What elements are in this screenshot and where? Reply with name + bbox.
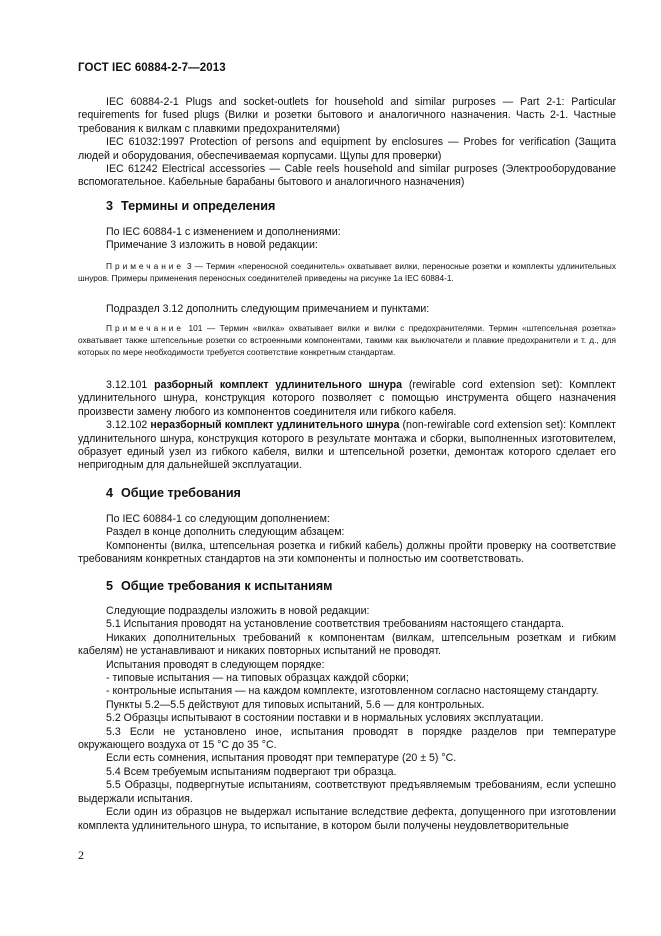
section-heading <box>106 579 333 593</box>
section-number: 3 <box>106 199 114 213</box>
paragraph: Раздел в конце дополнить следующим абзацем: <box>106 526 345 539</box>
section-title: Общие требования к испытаниям <box>121 579 333 593</box>
paragraph: 5.1 Испытания проводят на установление соответствия требованиям настоящего стандарта. <box>106 618 565 631</box>
paragraph: 5.4 Всем требуемым испытаниям подвергают три образца. <box>106 765 397 778</box>
section-heading <box>106 199 275 213</box>
section-3-intro <box>78 226 616 253</box>
references-block <box>78 96 616 190</box>
paragraph: 5.3 Если не установлено иное, испытания проводят в порядке разделов при температуре окружающего воздуха от 15 °С до 35 °С. <box>78 725 616 752</box>
section-4-body <box>78 513 616 567</box>
paragraph: 5.5 Образцы, подвергнутые испытаниям, соответствуют предъявляемым требованиям, если успешно выдержали испытания. <box>78 779 616 805</box>
paragraph: Испытания проводят в следующем порядке: <box>106 658 325 671</box>
note-text: 3 — Термин «переносной соединитель» охватывает вилки, переносные розетки и комплекты удлинительных шнуров. Примеры применения переносных соединителей приведены на рисунке 1а IEC 60884-1. <box>78 261 616 283</box>
section-title: Общие требования <box>121 486 241 500</box>
paragraph: Подраздел 3.12 дополнить следующим примечанием и пунктами: <box>106 303 430 315</box>
definition-number: 3.12.101 <box>106 379 155 391</box>
section-number: 4 <box>106 486 114 500</box>
paragraph: Пункты 5.2—5.5 действуют для типовых испытаний, 5.6 — для контрольных. <box>106 698 485 711</box>
definition-3-12-102 <box>78 419 616 473</box>
definitions-block <box>78 379 616 473</box>
paragraph: Следующие подразделы изложить в новой редакции: <box>106 605 370 617</box>
paragraph: По IEC 60884-1 со следующим дополнением: <box>106 513 330 525</box>
page-number: 2 <box>78 848 84 862</box>
definition-text: (rewirable cord extension set): Комплект удлинительного шнура, конструкция которого позволяет с помощью инструмента общего назначения произвести замену любого из компонентов соединителя или гибкого кабеля. <box>78 379 616 418</box>
note-text: 101 — Термин «вилка» охватывает вилки и вилки с предохранителями. Термин «штепсельная розетка» охватывает также штепсельные розетки со встроенными компонентами, такими как выключатели и плавкие предохранители и т. д., для которых по мере необходимости требуется соответствие конкретным стандартам. <box>78 323 616 357</box>
definition-text: (non-rewirable cord extension set): Комплект удлинительного шнура, конструкция которого в результате монтажа и сборки, выполненных изготовителем, образует единый узел из гибкого кабеля, вилки и штепсельной розетки, демонтаж которого сделает его непригодным для дальнейшей эксплуатации. <box>78 419 617 472</box>
paragraph: Если один из образцов не выдержал испытание вследствие дефекта, допущенного при изготовлении комплекта удлинительного шнура, то испытание, в котором были получены неудовлетворительные <box>78 806 616 832</box>
note-3 <box>78 260 616 284</box>
list-item: - типовые испытания — на типовых образцах каждой сборки; <box>106 672 409 685</box>
definition-term: разборный комплект удлинительного шнура <box>154 379 402 391</box>
list-item: - контрольные испытания — на каждом комплекте, изготовленном согласно настоящему стандарту. <box>106 685 599 698</box>
section-number: 5 <box>106 579 114 593</box>
note-label: Примечание <box>106 261 185 271</box>
reference-item: IEC 61032:1997 Protection of persons and equipment by enclosures — Probes for verification (Защита людей и оборудования, обеспечиваемая корпусами. Щупы для проверки) <box>78 136 616 162</box>
section-title: Термины и определения <box>121 199 276 213</box>
definition-term: неразборный комплект удлинительного шнура <box>150 419 400 432</box>
document-header: ГОСТ IEC 60884-2-7—2013 <box>78 62 226 74</box>
note-label: Примечание <box>106 323 185 333</box>
section-heading <box>106 486 241 500</box>
paragraph: Компоненты (вилка, штепсельная розетка и гибкий кабель) должны пройти проверку на соответствие требованиям конкретных стандартов на эти компоненты и полностью им соответствовать. <box>78 539 616 566</box>
note-101 <box>78 322 616 358</box>
section-5-body <box>78 605 616 833</box>
definition-number: 3.12.102 <box>106 419 151 432</box>
paragraph: Примечание 3 изложить в новой редакции: <box>106 239 318 252</box>
section-3-para <box>78 303 616 316</box>
paragraph: По IEC 60884-1 с изменением и дополнениями: <box>106 226 341 238</box>
reference-item: IEC 60884-2-1 Plugs and socket-outlets for household and similar purposes — Part 2-1: Particular requirements for fused plugs (Вилки и розетки бытового и аналогичного назначения. Часть 2-1. Частные требования к вилкам с плавкими предохранителями) <box>78 96 616 135</box>
reference-item: IEC 61242 Electrical accessories — Cable reels household and similar purposes (Электрооборудование вспомогательное. Кабельные барабаны бытового и аналогичного назначения) <box>78 163 616 189</box>
paragraph: Если есть сомнения, испытания проводят при температуре (20 ± 5) °С. <box>106 752 457 765</box>
paragraph: 5.2 Образцы испытывают в состоянии поставки и в нормальных условиях эксплуатации. <box>106 712 544 725</box>
definition-3-12-101 <box>78 379 616 419</box>
paragraph: Никаких дополнительных требований к компонентам (вилкам, штепсельным розеткам и гибким кабелям) не устанавливают и никаких повторных испытаний не проводят. <box>78 631 616 658</box>
